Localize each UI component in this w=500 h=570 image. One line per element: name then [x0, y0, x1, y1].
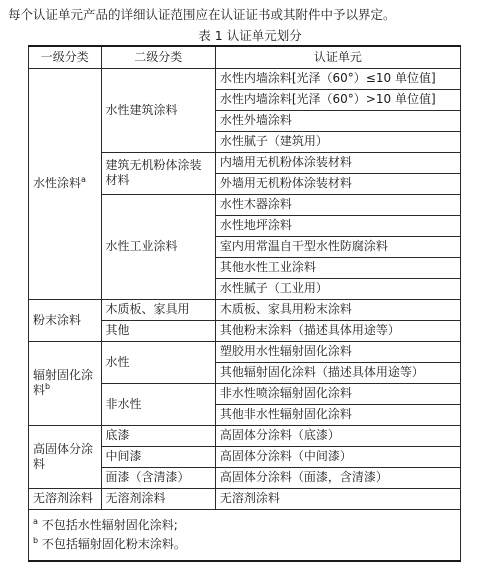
level2-cell: 水性工业涂料	[101, 194, 215, 299]
table-header-row	[29, 46, 461, 68]
table-row	[29, 341, 461, 362]
unit-cell: 水性腻子（建筑用）	[215, 131, 460, 152]
level2-cell: 其他	[101, 320, 215, 341]
header-unit: 认证单元	[215, 46, 460, 68]
level2-cell: 水性建筑涂料	[101, 68, 215, 152]
table-row	[29, 425, 461, 446]
table-row	[29, 68, 461, 89]
unit-cell: 木质板、家具用粉末涂料	[215, 299, 460, 320]
level1-cell	[29, 299, 102, 341]
footnote-line	[33, 535, 456, 554]
unit-cell: 水性内墙涂料[光泽（60°）≤10 单位值]	[215, 68, 460, 89]
unit-cell: 其他水性工业涂料	[215, 257, 460, 278]
level2-cell: 面漆（含清漆）	[101, 467, 215, 488]
level1-label: 辐射固化涂料	[33, 368, 94, 397]
unit-cell: 非水性喷涂辐射固化涂料	[215, 383, 460, 404]
level2-cell: 中间漆	[101, 446, 215, 467]
unit-cell: 水性地坪涂料	[215, 215, 460, 236]
level2-cell: 水性	[101, 341, 215, 383]
level1-label: 无溶剂涂料	[33, 491, 94, 505]
level1-footnote-mark: a	[81, 175, 86, 184]
footnote-text: 不包括辐射固化粉末涂料。	[38, 536, 186, 551]
unit-cell: 水性木器涂料	[215, 194, 460, 215]
unit-cell: 高固体分涂料（中间漆）	[215, 446, 460, 467]
level2-cell: 非水性	[101, 383, 215, 425]
level2-cell: 底漆	[101, 425, 215, 446]
unit-cell: 内墙用无机粉体涂装材料	[215, 152, 460, 173]
level1-cell	[29, 341, 102, 425]
level1-label: 水性涂料	[33, 176, 82, 190]
table-row	[29, 488, 461, 509]
certification-unit-table	[28, 45, 461, 562]
unit-cell: 无溶剂涂料	[215, 488, 460, 509]
unit-cell: 其他粉末涂料（描述具体用途等）	[215, 320, 460, 341]
level1-footnote-mark: b	[45, 382, 51, 391]
unit-cell: 水性内墙涂料[光泽（60°）>10 单位值]	[215, 89, 460, 110]
unit-cell: 水性外墙涂料	[215, 110, 460, 131]
notes-cell	[29, 509, 461, 561]
level2-cell: 木质板、家具用	[101, 299, 215, 320]
level1-cell	[29, 68, 102, 299]
footnote-text: 不包括水性辐射固化涂料;	[37, 517, 178, 532]
table-body	[29, 68, 461, 509]
notes-row	[29, 509, 461, 561]
unit-cell: 外墙用无机粉体涂装材料	[215, 173, 460, 194]
unit-cell: 其他辐射固化涂料（描述具体用途等）	[215, 362, 460, 383]
unit-cell: 塑胶用水性辐射固化涂料	[215, 341, 460, 362]
header-level2: 二级分类	[101, 46, 215, 68]
level1-cell	[29, 488, 102, 509]
unit-cell: 水性腻子（工业用）	[215, 278, 460, 299]
header-level1: 一级分类	[29, 46, 102, 68]
unit-cell: 室内用常温自干型水性防腐涂料	[215, 236, 460, 257]
level2-cell: 建筑无机粉体涂装材料	[101, 152, 215, 194]
level1-label: 粉末涂料	[33, 312, 82, 327]
table-caption: 表 1 认证单元划分	[198, 28, 302, 43]
footnote-line	[33, 516, 456, 535]
unit-cell: 其他非水性辐射固化涂料	[215, 404, 460, 425]
table-row	[29, 299, 461, 320]
footnote-mark: a	[33, 516, 38, 526]
unit-cell: 高固体分涂料（底漆）	[215, 425, 460, 446]
footnote-mark: b	[33, 535, 39, 545]
intro-text: 每个认证单元产品的详细认证范围应在认证证书或其附件中予以界定。	[8, 7, 396, 22]
level2-cell: 无溶剂涂料	[101, 488, 215, 509]
level1-label: 高固体分涂料	[33, 441, 94, 471]
unit-cell: 高固体分涂料（面漆，含清漆）	[215, 467, 460, 488]
level1-cell	[29, 425, 102, 488]
